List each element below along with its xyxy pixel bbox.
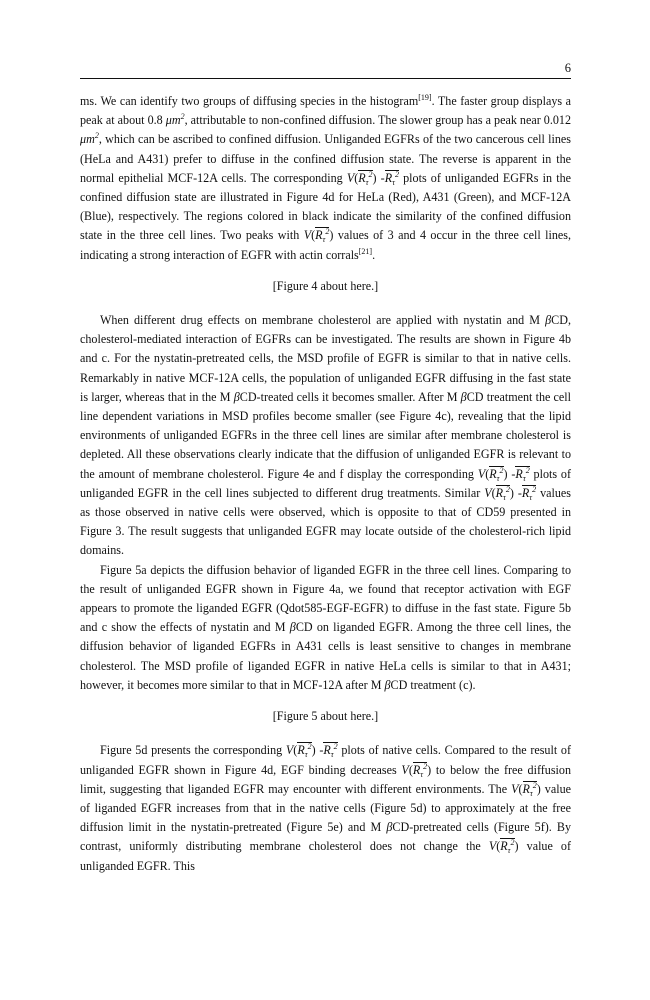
math-v-r-tau: $V(R_\tau^2)$ — [346, 169, 377, 187]
citation: [21] — [358, 246, 373, 256]
math-r-tau: $R_\tau^2$ — [384, 169, 399, 187]
citation: [19] — [418, 93, 432, 102]
math-um2: $\mu m^2$ — [165, 112, 185, 128]
page-number: 6 — [564, 61, 571, 75]
math-v-r-tau: $V(R_\tau^2)$ — [488, 838, 519, 856]
page-header — [80, 58, 571, 79]
math-v-r-tau: $V(R_\tau^2)$ — [484, 484, 514, 502]
math-um2: $\mu m^2$ — [80, 131, 99, 147]
paragraph-cholesterol-drugs: When different drug effects on membrane cholesterol are applied with nystatin and M βCD, cholesterol-mediated interaction of EGFRs can be investigated. The results are shown in Figure 4b and c. For the nystatin-pretreated cells, the MSD profile of EGFR is similar to that in native cells. Remarkably in native MCF-12A cells, the population of unliganded EGFR diffusing in the fast state is larger, whereas that in the M βCD-treated cells it becomes smaller. After M βCD treatment the cell line dependent variations in MSD profiles become smaller (see Figure 4c), revealing that the lipid environments of unliganded EGFRs in the three cell lines are similar after membrane cholesterol is depleted. All these observations clearly indicate that the diffusion of unliganded EGFR is relevant to the amount of membrane cholesterol. Figure 4e and f display the corresponding $V(R_\tau^2)$ $-R_\tau^2$ plots of unliganded EGFR in the cell lines subjected to different drug treatments. Similar $V(R_\tau^2)$ $-R_\tau^2$ values as those observed in native cells were observed, which is opposite to that of CD59 presented in Figure 3. The result suggests that unliganded EGFR may locate outside of the cholesterol-rich lipid domains. — [80, 313, 572, 558]
document-page — [80, 58, 571, 876]
body-text — [80, 92, 571, 876]
paragraph-v-r-plots: Figure 5d presents the corresponding $V(R_\tau^2)$ $-R_\tau^2$ plots of native cells. Compared to the result of unliganded EGFR shown in Figure 4d, EGF binding decreases $V(R_\tau^2)$ to below the free diffusion limit, suggesting that liganded EGFR may encounter with different environments. The $V(R_\tau^2)$ value of liganded EGFR increases from that in the native cells (Figure 5d) to approximately at the free diffusion limit in the nystatin-pretreated (Figure 5e) and M βCD-pretreated cells (Figure 5f). By contrast, uniformly distributing membrane cholesterol does not change the $V(R_\tau^2)$ value of unliganded EGFR. This — [80, 742, 572, 873]
paragraph-liganded-egfr: Figure 5a depicts the diffusion behavior of liganded EGFR in the three cell lines. Comparing to the result of unliganded EGFR shown in Figure 4a, we found that receptor activation with EGF appears to promote the liganded EGFR (Qdot585-EGF-EGFR) to diffuse in the fast state. Figure 5b and c show the effects of nystatin and M βCD on liganded EGFR. Among the three cell lines, the diffusion behavior of liganded EGFRs in A431 cells is least sensitive to changes in membrane cholesterol. The MSD profile of liganded EGFR in native HeLa cells is similar to that in A431; however, it becomes more similar to that in MCF-12A after M βCD treatment (c). — [80, 562, 571, 692]
figure-placeholder: [Figure 5 about here.] — [272, 709, 379, 724]
math-v-r-tau: $V(R_\tau^2)$ — [303, 227, 334, 245]
math-beta: β — [386, 820, 393, 835]
math-r-tau: $R_\tau^2$ — [521, 484, 537, 502]
math-beta: β — [460, 389, 467, 404]
math-beta: β — [384, 677, 391, 692]
math-v-r-tau: $V(R_\tau^2)$ — [401, 761, 432, 779]
paragraph-histogram: ms. We can identify two groups of diffusing species in the histogram[19]. The faster group displays a peak at about 0.8 $\mu m^2$, attributable to non-confined diffusion. The slower group has a peak near 0.012 $\mu m^2$, which can be ascribed to confined diffusion. Unliganded EGFRs of the two cancerous cell lines (HeLa and A431) prefer to diffuse in the confined diffusion state. The reverse is apparent in the normal epithelial MCF-12A cells. The corresponding $V(R_\tau^2)$ $-R_\tau^2$ plots of unliganded EGFRs in the confined diffusion state are illustrated in Figure 4d for HeLa (Red), A431 (Green), and MCF-12A (Blue), respectively. The regions colored in black indicate the similarity of the confined diffusion state in the three cell lines. Two peaks with $V(R_\tau^2)$ values of 3 and 4 occur in the three cell lines, indicating a strong interaction of EGFR with actin corrals[21]. — [80, 93, 571, 262]
math-v-r-tau: $V(R_\tau^2)$ — [511, 780, 541, 798]
figure-placeholder: [Figure 4 about here.] — [272, 278, 379, 293]
math-beta: β — [289, 620, 296, 635]
math-r-tau: $R_\tau^2$ — [323, 742, 338, 760]
math-beta: β — [545, 313, 552, 328]
math-v-r-tau: $V(R_\tau^2)$ — [477, 465, 508, 483]
math-r-tau: $R_\tau^2$ — [515, 465, 530, 483]
math-v-r-tau: $V(R_\tau^2)$ — [285, 742, 316, 760]
math-beta: β — [233, 389, 240, 404]
